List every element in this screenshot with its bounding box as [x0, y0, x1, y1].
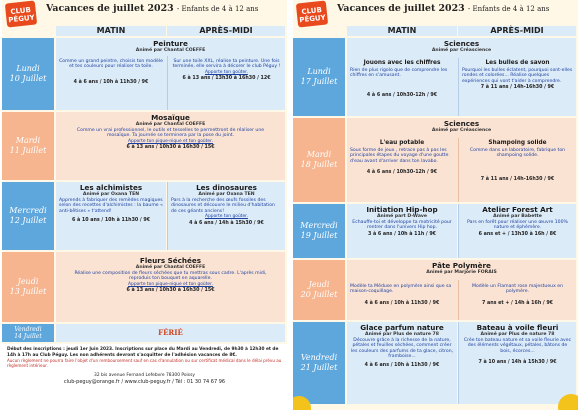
activity-fleurs-sechees: Fleurs Séchées Animé par Chantal COEFFE Réalise une composition de fleurs séchées que tu mettras sous cadre. L'après midi, reproduis ton bouquet en aquarelle. Apporte ton pique-nique et ton goûter. 6 à 13 ans / 10h30 à 16h30 / 15€ [56, 252, 285, 322]
activity-sciences-1: Sciences Animé par Créascience [347, 38, 576, 116]
day-tuesday: Mardi 11 Juillet [2, 112, 54, 180]
activity-alchimistes: Les alchimistes Animé par Oxana TEN Apprends à fabriquer des remèdes magiques selon des recettes d'alchimistes : la baume « anti-bêtises » t'attend! 6 à 10 ans / 10h à 11h30 / 9€ [56, 182, 166, 250]
activity-pate-polymere: Pâte Polymère Animé par Marjorie FORAIS [347, 260, 576, 320]
activity-bateau: Bateau à voile fleuri Animé par Plus de nature 78 Crée ton bateau nature et sa voile fleurie avec des éléments végétaux, pétales, bâtons de bois, écorces... 7 à 10 ans / 14h à 15h30 / 9€ [458, 322, 576, 404]
right-page [293, 0, 578, 410]
day-tuesday: Mardi 18 Juillet [293, 118, 345, 202]
day-monday: Lundi 17 Juillet [293, 38, 345, 116]
day-wednesday: Mercredi 12 Juillet [2, 182, 54, 250]
day-monday: Lundi 10 Juillet [2, 38, 54, 110]
day-thursday: Jeudi 13 Juillet [2, 252, 54, 322]
col-afternoon: APRÈS-MIDI [167, 26, 285, 36]
activity-glace: Glace parfum nature Animé par Plus de nature 78 Découvre grâce à la richesse de la nature, pétales et feuilles séchées, comment créer les couleurs des parfums de ta glace, citron, framboise... 4 à 6 ans / 10h à 11h30 / 9€ [347, 322, 457, 404]
activity-hiphop: Initiation Hip-hop Animé part D-Wave Echauffe-toi et développe ta motricité pour rentrer dans l'univers Hip hop. 3 à 6 ans / 10h à 11h / 9€ [347, 204, 457, 258]
peinture-morning: Comme un grand peintre, choisis ton modèle et tes couleurs pour réaliser ta toile. 4 à 6 ans / 10h à 11h30 / 9€ [56, 56, 166, 110]
ferie-label: FÉRIÉ [56, 324, 285, 342]
left-page [2, 0, 287, 410]
col-morning: MATIN [347, 26, 457, 36]
club-peguy-logo: CLUB PÉGUY [5, 0, 37, 27]
header [2, 0, 287, 26]
page-title: Vacances de juillet 2023 - Enfants de 4 à 12 ans [337, 3, 550, 14]
activity-dinosaures: Les dinosaures Animé par Oxana TEN Pars à la recherche des œufs fossiles des dinosaures et découvre le milieu d'habitation de ces géants anciens! Apporte ton goûter. 4 à 6 ans / 14h à 15h30 / 9€ [167, 182, 285, 250]
pate-morning: Modèle ta Méduse en polymère ainsi que sa maison-coquillage. 4 à 6 ans / 10h à 11h30 / 9€ [347, 280, 457, 320]
col-morning: MATIN [56, 26, 166, 36]
day-friday: Vendredi 14 Juillet [2, 324, 54, 342]
sciences-1-afternoon: Les bulles de savon Pourquoi les bulles éclatent, pourquoi sont-elles rondes et colorées... Réalise quelques expériences qui vont t'aider à comprendre. 7 à 11 ans / 14h-16h30 / 9€ [458, 58, 576, 116]
footer: Début des inscriptions : jeudi 1er Juin 2023. Inscriptions sur place du Mardi au Vendredi, de 9h30 à 12h30 et de 14h à 17h au Club Péguy. Les non adhérents devront s'acquitter de l'adhésion vacances de 8€. Aucun règlement ne pourra faire l'objet d'un remboursement sauf en cas d'annulation ou sur certificat médical dans le délai prévu au règlement intérieur. 32 bis avenue Fernand Lefebvre 78300 Poissy club-peguy@orange.fr / www.club-peguy.fr / Tél : 01 30 74 67 96 [2, 344, 287, 410]
day-thursday: Jeudi 20 Juillet [293, 260, 345, 320]
activity-peinture: Peinture Animé par Chantal COEFFE [56, 38, 285, 110]
activity-sciences-2: Sciences Animé par Créascience [347, 118, 576, 202]
header [293, 0, 578, 26]
day-friday: Vendredi 21 Juillet [293, 322, 345, 404]
sciences-2-morning: L'eau potable Sous forme de jeux , retrace pas à pas les principales étapes du voyage d'une goutte d'eau avant d'arriver dans ton lavabo. 4 à 6 ans / 10h30-12h / 9€ [347, 138, 457, 202]
activity-forest-art: Atelier Forest Art Animé par Babette Pars en forêt pour réaliser une œuvre 100% nature et éphémère. 6 ans et + / 13h30 à 16h / 8€ [458, 204, 576, 258]
pate-afternoon: Modèle un Flamant rose majestueux en polymère. 7 ans et + / 14h à 16h / 9€ [458, 280, 576, 320]
sciences-2-afternoon: Shampoing solide Comme dans un laboratoire, fabrique ton shampoing solide. 7 à 11 ans / 14h-16h30 / 9€ [458, 138, 576, 202]
peinture-afternoon: Sur une toile XXL, réalise ta peinture. Une fois terminée, elle servira à décorer le club Péguy ! Apporte ton goûter. 6 à 13 ans / 13h30 à 16h30 / 12€ [167, 56, 285, 110]
club-peguy-logo: CLUB PÉGUY [296, 0, 328, 27]
activity-mosaique: Mosaïque Animé par Chantal COEFFE Comme un vrai professionnel, le outils et tesselles te permettront de réaliser une mosaïque. Ta journée se terminera par la pose du joint. Apporte ton pique-nique et ton goûter. 6 à 13 ans / 10h30 à 16h30 / 15€ [56, 112, 285, 180]
sciences-1-morning: Jouons avec les chiffres Rien de plus rigolo que de comprendre les chiffres en s'amusant. 4 à 6 ans / 10h30-12h / 9€ [347, 58, 457, 116]
page-title: Vacances de juillet 2023 - Enfants de 4 à 12 ans [46, 3, 259, 14]
col-afternoon: APRÈS-MIDI [458, 26, 576, 36]
day-wednesday: Mercredi 19 Juillet [293, 204, 345, 258]
